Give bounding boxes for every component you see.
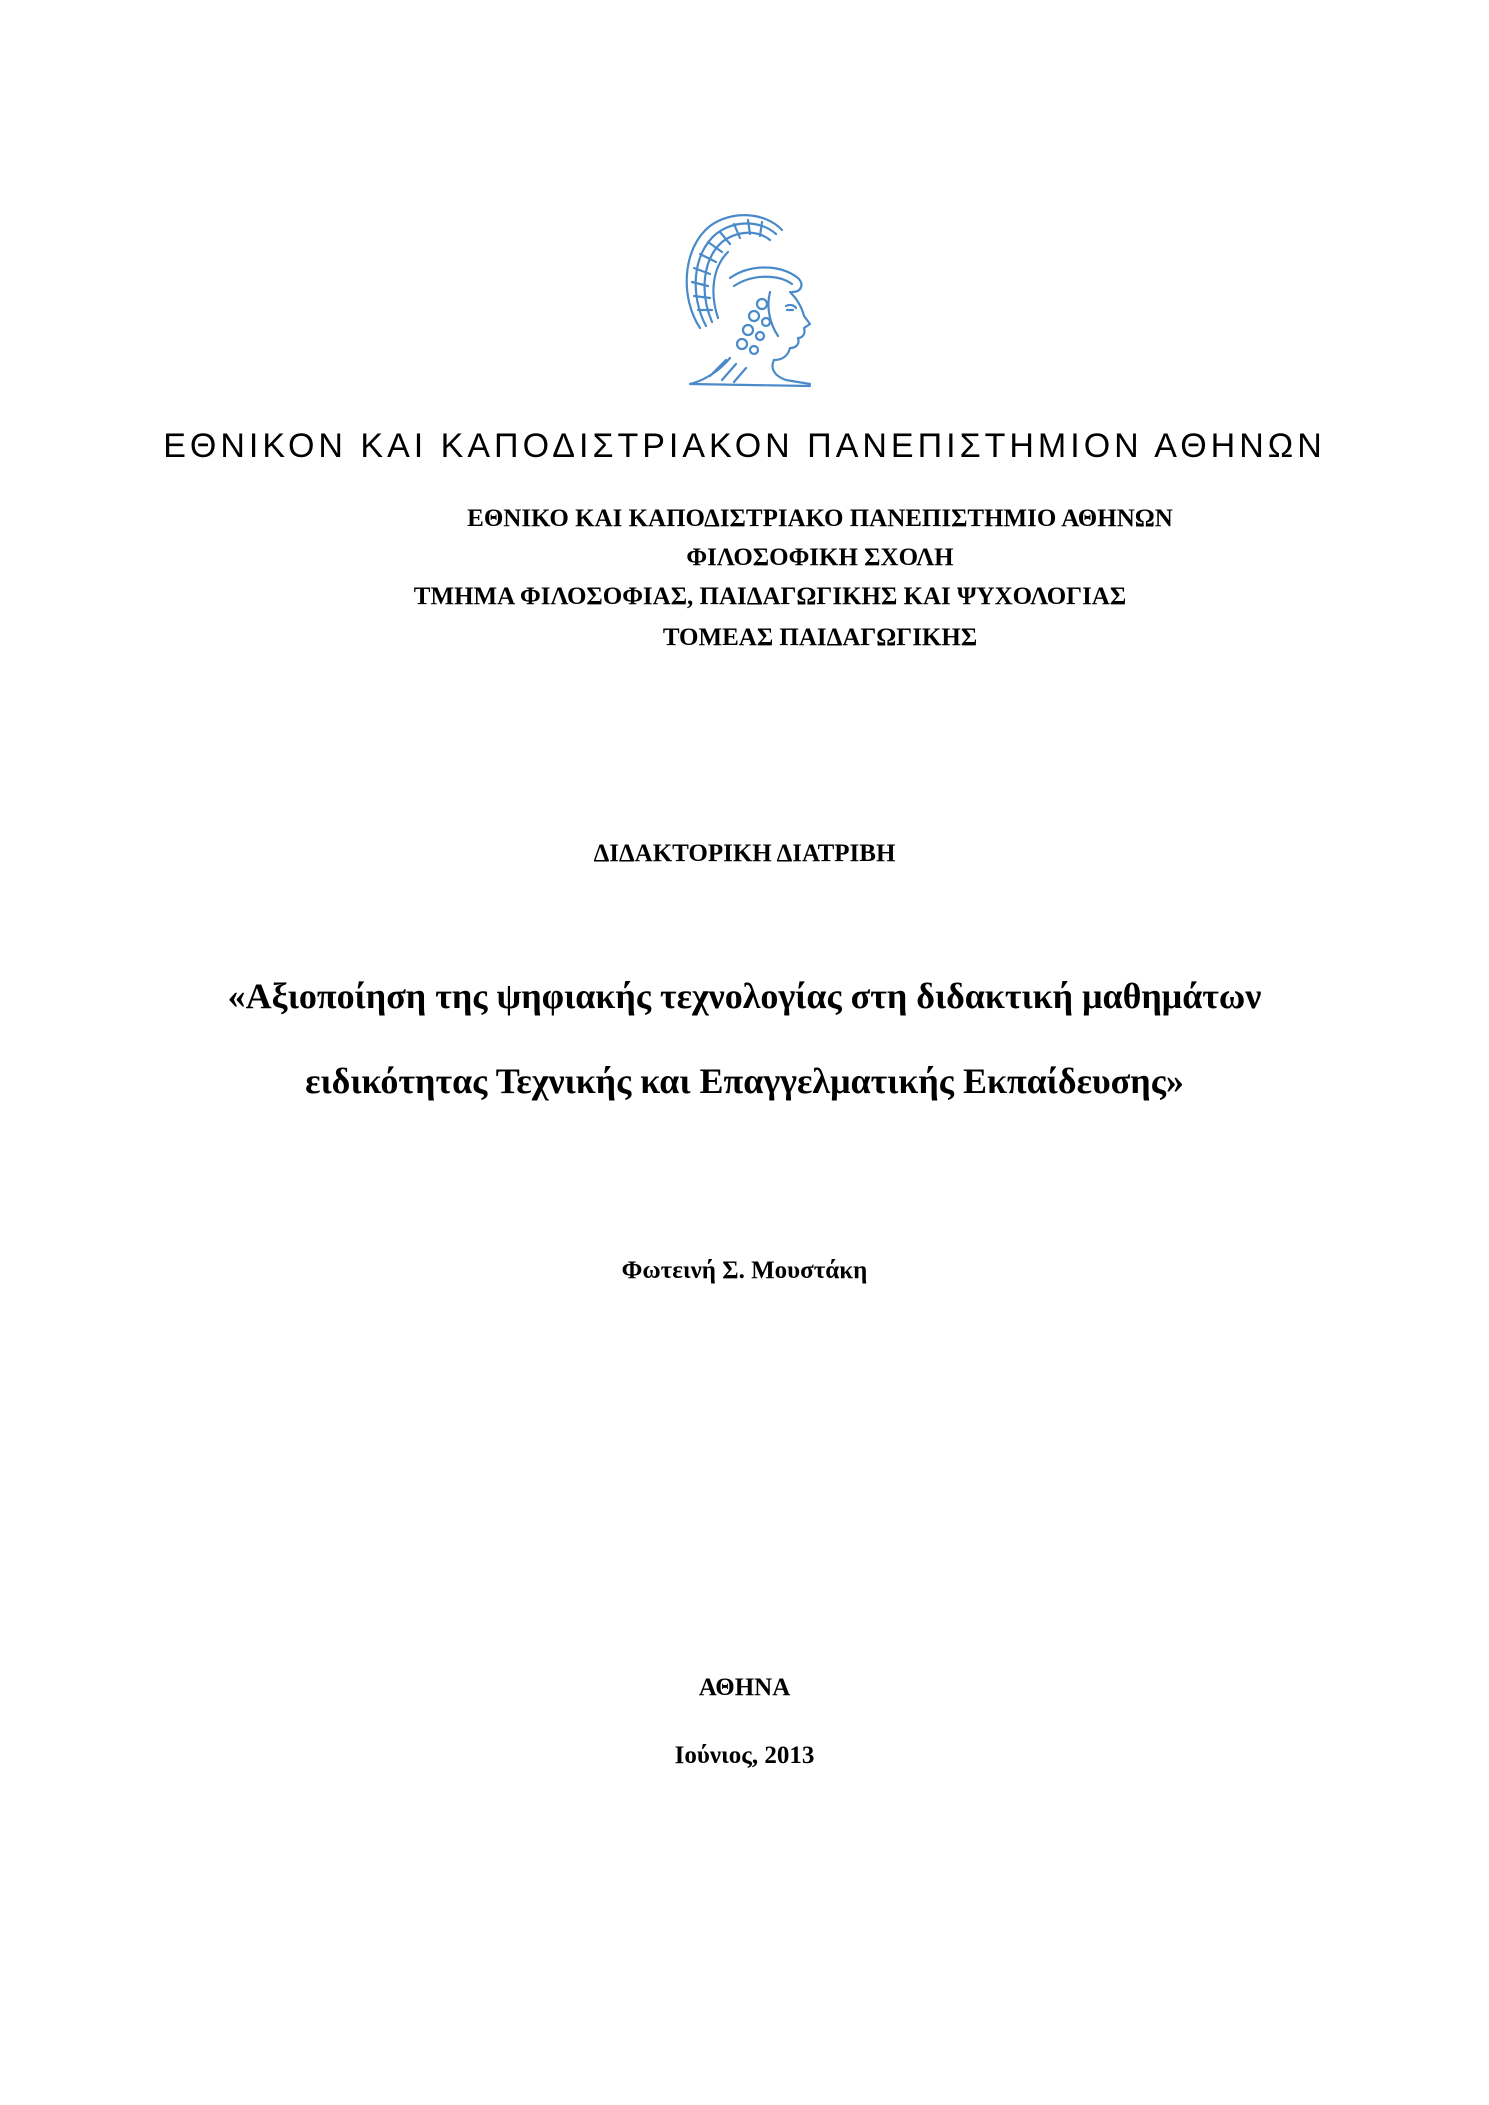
date: Ιούνιος, 2013	[674, 1742, 815, 1769]
city: ΑΘΗΝΑ	[698, 1674, 791, 1701]
thesis-title-line-1: «Αξιοποίηση της ψηφιακής τεχνολογίας στη διδακτική μαθημάτων	[227, 976, 1262, 1016]
thesis-title-line-2: ειδικότητας Τεχνικής και Επαγγελματικής Εκπαίδευσης»	[305, 1061, 1184, 1101]
athena-head-emblem-icon	[670, 208, 826, 390]
school-name: ΦΙΛΟΣΟΦΙΚΗ ΣΧΟΛΗ	[686, 544, 954, 571]
section-name: ΤΟΜΕΑΣ ΠΑΙΔΑΓΩΓΙΚΗΣ	[662, 624, 978, 651]
author-name: Φωτεινή Σ. Μουστάκη	[621, 1257, 868, 1284]
university-name: ΕΘΝΙΚΟ ΚΑΙ ΚΑΠΟΔΙΣΤΡΙΑΚΟ ΠΑΝΕΠΙΣΤΗΜΙΟ ΑΘΗΝΩΝ	[467, 505, 1173, 532]
department-name: ΤΜΗΜΑ ΦΙΛΟΣΟΦΙΑΣ, ΠΑΙΔΑΓΩΓΙΚΗΣ ΚΑΙ ΨΥΧΟΛΟΓΙΑΣ	[413, 583, 1127, 610]
document-type: ΔΙΔΑΚΤΟΡΙΚΗ ΔΙΑΤΡΙΒΗ	[593, 840, 896, 867]
university-banner: ΕΘΝΙΚΟΝ ΚΑΙ ΚΑΠΟΔΙΣΤΡΙΑΚΟΝ ΠΑΝΕΠΙΣΤΗΜΙΟΝ ΑΘΗΝΩΝ	[163, 427, 1326, 465]
